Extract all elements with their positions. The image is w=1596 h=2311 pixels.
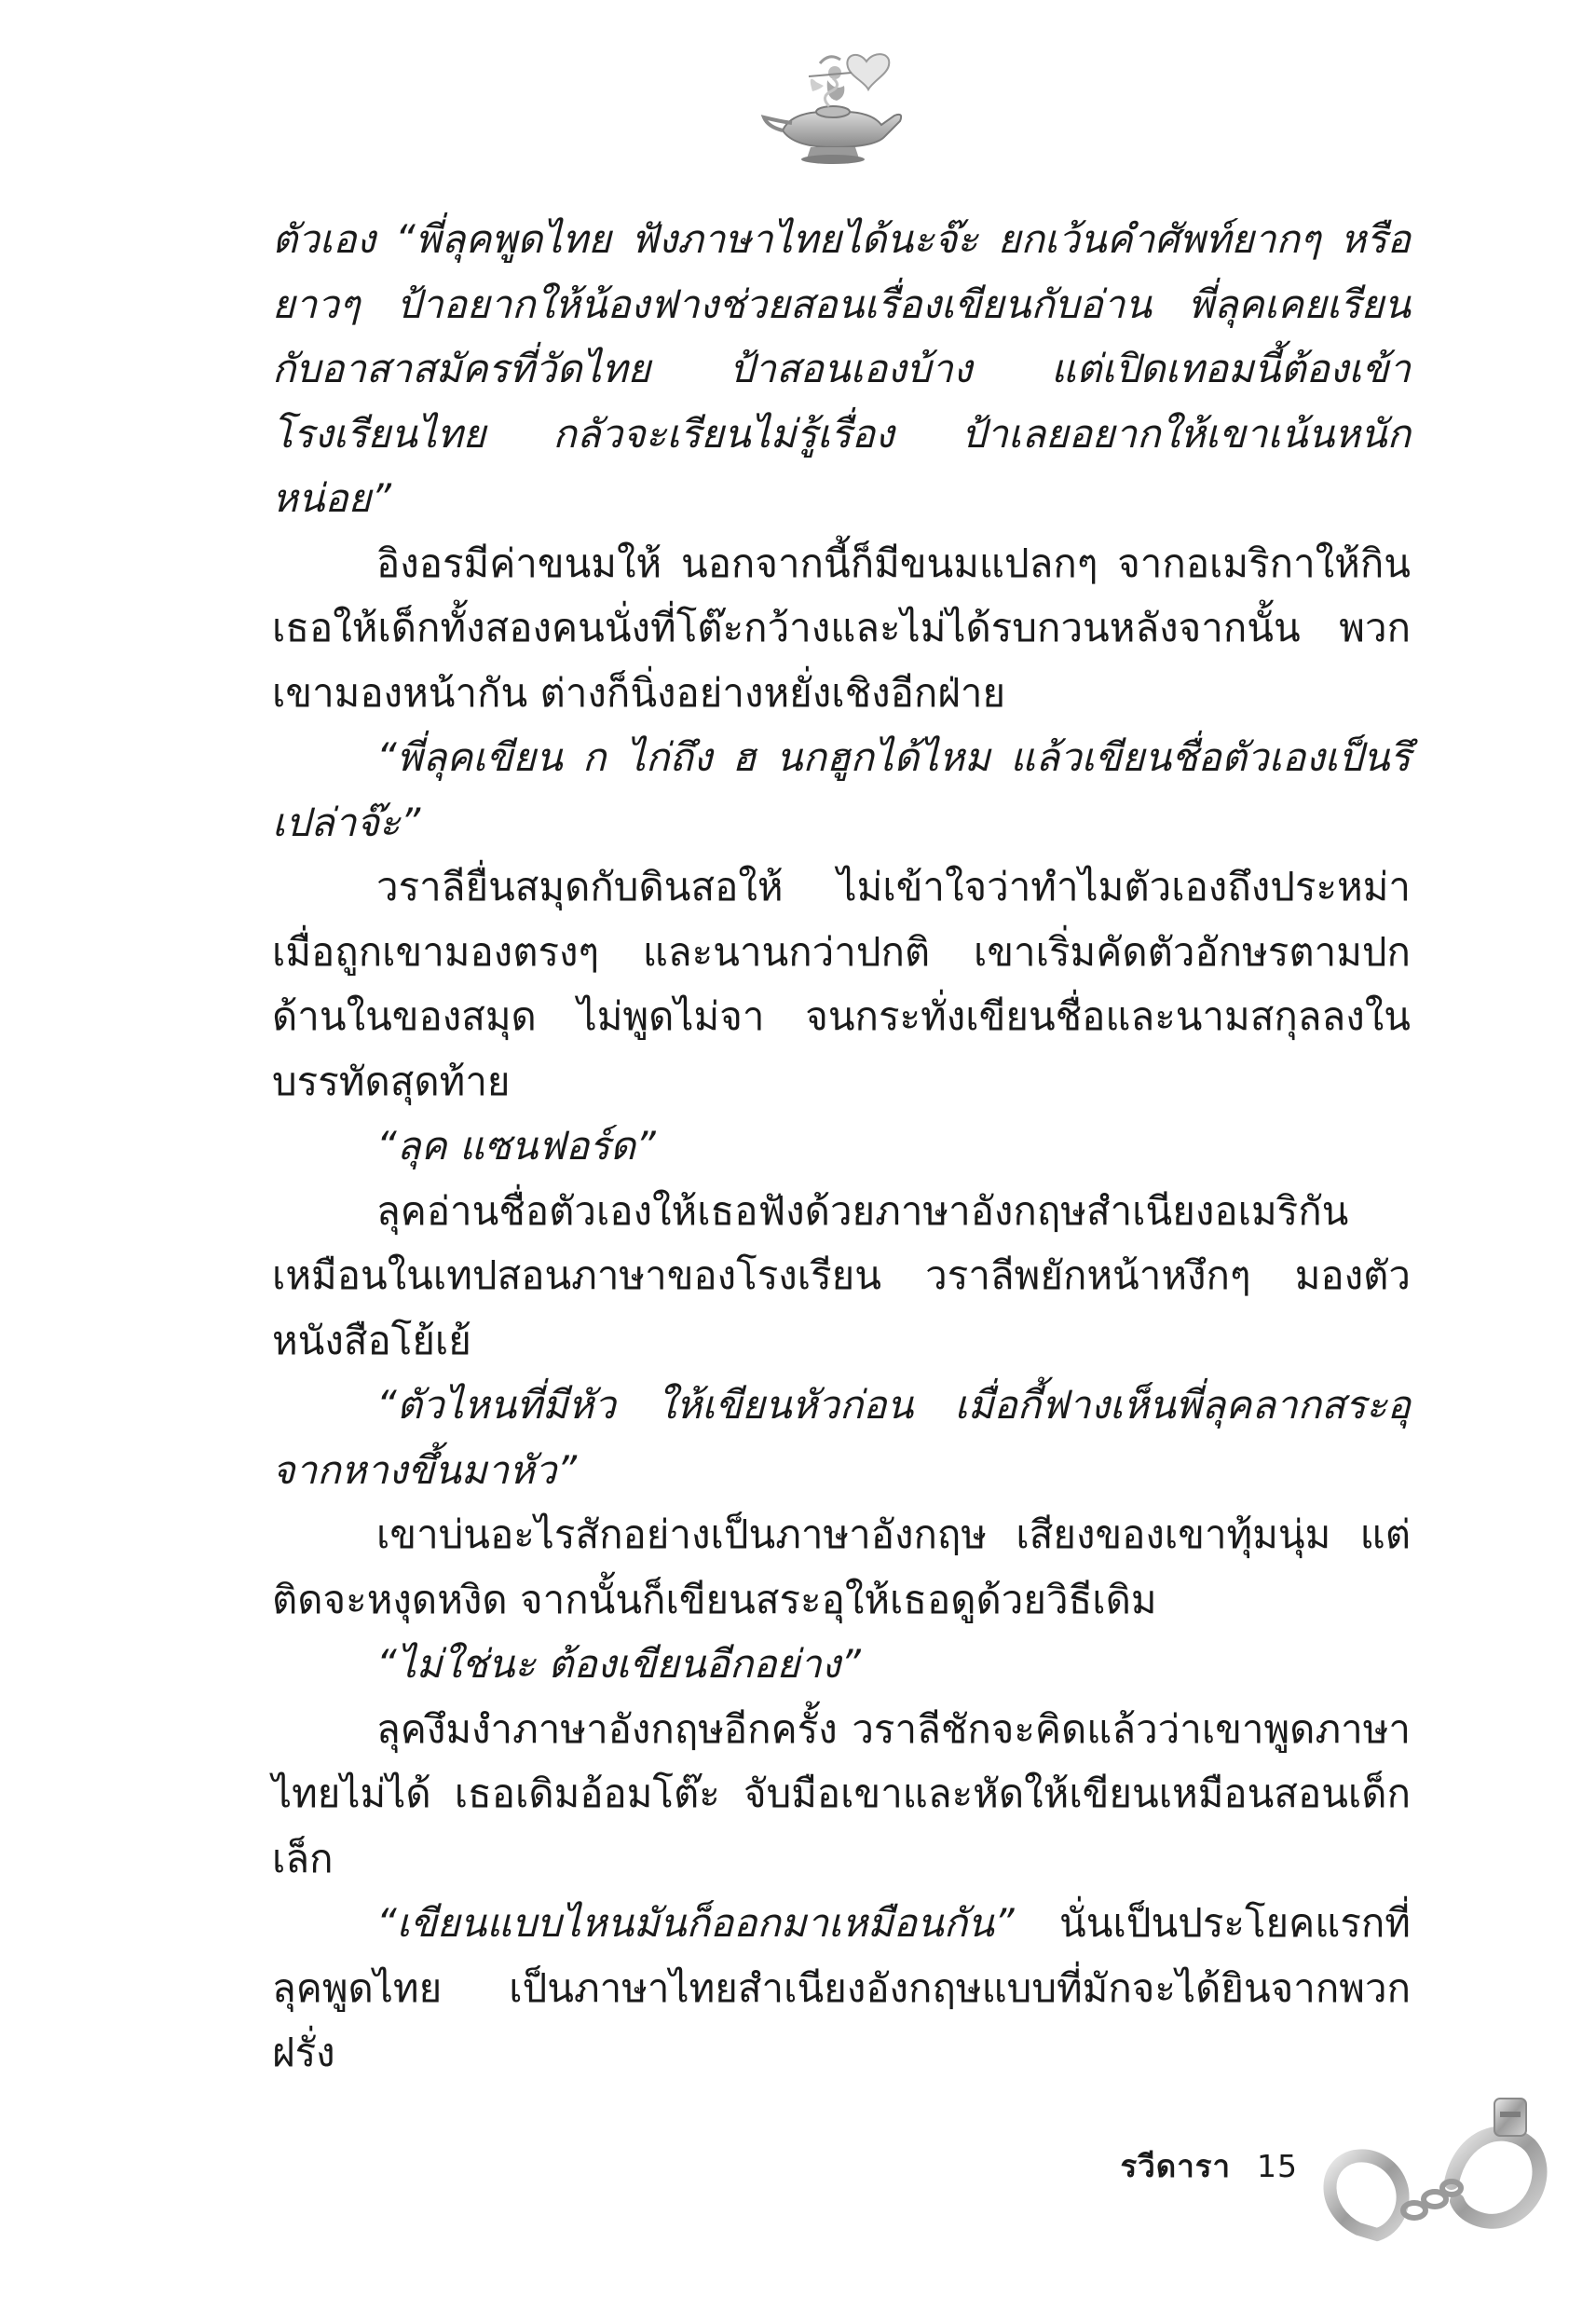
heart-handcuffs-icon — [1321, 2071, 1554, 2266]
paragraph-1: ตัวเอง “พี่ลุคพูดไทย ฟังภาษาไทยได้นะจ๊ะ ยกเว้นคำศัพท์ยากๆ หรือยาวๆ ป้าอยากให้น้องฟางช่วยสอนเรื่องเขียนกับอ่าน พี่ลุคเคยเรียนกับอาสาสมัครที่วัดไทย ป้าสอนเองบ้าง แต่เปิดเทอมนี้ต้องเข้าโรงเรียนไทย กลัวจะเรียนไม่รู้เรื่อง ป้าเลยอยากให้เขาเน้นหนักหน่อย” — [272, 216, 1411, 521]
paragraph-11-quote: “เขียนแบบไหนมันก็ออกมาเหมือนกัน” — [376, 1900, 1015, 1946]
paragraph-11-rest: นั่นเป็นประโยคแรกที่ลุคพูดไทย เป็นภาษาไทยสำเนียงอังกฤษแบบที่มักจะได้ยินจากพวกฝรั่ง — [272, 1900, 1411, 2075]
paragraph-11 — [272, 1891, 1411, 2085]
paragraph-6: ลุคอ่านชื่อตัวเองให้เธอฟังด้วยภาษาอังกฤษสำเนียงอเมริกันเหมือนในเทปสอนภาษาของโรงเรียน วราลีพยักหน้าหงึกๆ มองตัวหนังสือโย้เย้ — [272, 1187, 1411, 1363]
paragraph-5: “ลุค แซนฟอร์ด” — [376, 1123, 656, 1169]
paragraph-2: อิงอรมีค่าขนมให้ นอกจากนี้ก็มีขนมแปลกๆ จากอเมริกาให้กิน เธอให้เด็กทั้งสองคนนั่งที่โต๊ะกว้างและไม่ได้รบกวนหลังจากนั้น พวกเขามองหน้ากัน ต่างก็นิ่งอย่างหยั่งเชิงอีกฝ่าย — [272, 540, 1411, 716]
paragraph-10: ลุคงึมงำภาษาอังกฤษอีกครั้ง วราลีชักจะคิดแล้วว่าเขาพูดภาษาไทยไม่ได้ เธอเดิมอ้อมโต๊ะ จับมือเขาและหัดให้เขียนเหมือนสอนเด็กเล็ก — [272, 1705, 1411, 1881]
paragraph-8: เขาบ่นอะไรสักอย่างเป็นภาษาอังกฤษ เสียงของเขาทุ้มนุ่ม แต่ติดจะหงุดหงิด จากนั้นก็เขียนสระอุให้เธอดูด้วยวิธีเดิม — [272, 1511, 1411, 1622]
footer-title: รวีดารา — [1120, 2148, 1231, 2184]
paragraph-7: “ตัวไหนที่มีหัว ให้เขียนหัวก่อน เมื่อกี้ฟางเห็นพี่ลุคลากสระอุจากหางขึ้นมาหัว” — [272, 1382, 1411, 1493]
paragraph-4: วราลียื่นสมุดกับดินสอให้ ไม่เข้าใจว่าทำไมตัวเองถึงประหม่าเมื่อถูกเขามองตรงๆ และนานกว่าปกติ เขาเริ่มคัดตัวอักษรตามปกด้านในของสมุด ไม่พูดไม่จา จนกระทั่งเขียนชื่อและนามสกุลลงในบรรทัดสุดท้าย — [272, 864, 1411, 1104]
body-text — [272, 207, 1411, 2075]
paragraph-3: “พี่ลุคเขียน ก ไก่ถึง ฮ นกฮูกได้ไหม แล้วเขียนชื่อตัวเองเป็นรึเปล่าจ๊ะ” — [272, 734, 1411, 845]
page-footer — [1121, 2141, 1298, 2191]
genie-lamp-cupid-icon — [755, 45, 913, 166]
page-number: 15 — [1257, 2148, 1298, 2184]
paragraph-9: “ไม่ใช่นะ ต้องเขียนอีกอย่าง” — [376, 1641, 861, 1687]
